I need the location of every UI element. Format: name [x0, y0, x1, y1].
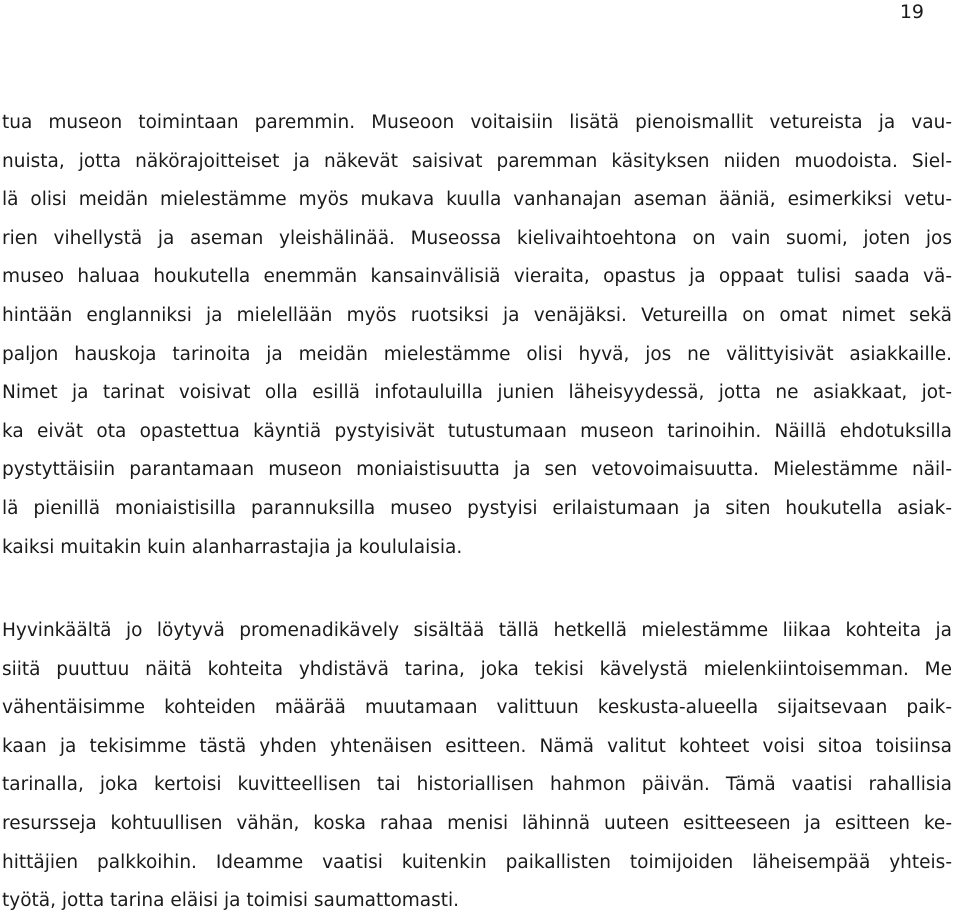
text-line: kaan ja tekisimme tästä yhden yhtenäisen esitteen. Nämä valitut kohteet voisi sitoa toisiinsa	[2, 735, 952, 757]
text-line: resursseja kohtuullisen vähän, koska rahaa menisi lähinnä uuteen esitteeseen ja esitteen ke-	[2, 812, 952, 834]
text-line: rien vihellystä ja aseman yleishälinää. Museossa kielivaihtoehtona on vain suomi, joten jos	[2, 227, 952, 249]
text-line: siitä puuttuu näitä kohteita yhdistävä tarina, joka tekisi kävelystä mielenkiintoisemman. Me	[2, 658, 952, 680]
text-line: kaiksi muitakin kuin alanharrastajia ja koululaisia.	[2, 536, 463, 558]
text-line: nuista, jotta näkörajoitteiset ja näkevät saisivat paremman käsityksen niiden muodoista. Siel-	[2, 150, 952, 172]
body-paragraph	[2, 104, 952, 567]
text-line: Hyvinkäältä jo löytyvä promenadikävely sisältää tällä hetkellä mielestämme liikaa kohteita ja	[2, 620, 952, 641]
text-line: työtä, jotta tarina eläisi ja toimisi saumattomasti.	[2, 890, 460, 912]
text-line: Nimet ja tarinat voisivat olla esillä infotauluilla junien läheisyydessä, jotta ne asiakkaat, jot-	[2, 382, 952, 404]
text-line: hittäjien palkkoihin. Ideamme vaatisi kuitenkin paikallisten toimijoiden läheisempää yhteis-	[2, 851, 952, 873]
text-line: ka eivät ota opastettua käyntiä pystyisivät tutustumaan museon tarinoihin. Näillä ehdotuksilla	[2, 420, 952, 442]
body-paragraph	[2, 612, 952, 921]
page-number: 19	[899, 1, 924, 23]
text-line: lä pienillä moniaistisilla parannuksilla museo pystyisi erilaistumaan ja siten houkutella asiak-	[2, 497, 952, 519]
text-line: tarinalla, joka kertoisi kuvitteellisen tai historiallisen hahmon päivän. Tämä vaatisi rahallisia	[2, 774, 952, 796]
text-line: paljon hauskoja tarinoita ja meidän mielestämme olisi hyvä, jos ne välittyisivät asiakkaille.	[2, 343, 952, 365]
text-line: museo haluaa houkutella enemmän kansainvälisiä vieraita, opastus ja oppaat tulisi saada vä-	[2, 266, 952, 288]
text-line: pystyttäisiin parantamaan museon moniaistisuutta ja sen vetovoimaisuutta. Mielestämme näil-	[2, 459, 952, 481]
text-line: tua museon toimintaan paremmin. Museoon voitaisiin lisätä pienoismallit vetureista ja vau-	[2, 112, 952, 133]
text-line: vähentäisimme kohteiden määrää muutamaan valittuun keskusta-alueella sijaitsevaan paik-	[2, 697, 952, 719]
text-line: lä olisi meidän mielestämme myös mukava kuulla vanhanajan aseman ääniä, esimerkiksi vetu-	[2, 189, 952, 211]
text-line: hintään englanniksi ja mielellään myös ruotsiksi ja venäjäksi. Vetureilla on omat nimet sekä	[2, 304, 952, 326]
